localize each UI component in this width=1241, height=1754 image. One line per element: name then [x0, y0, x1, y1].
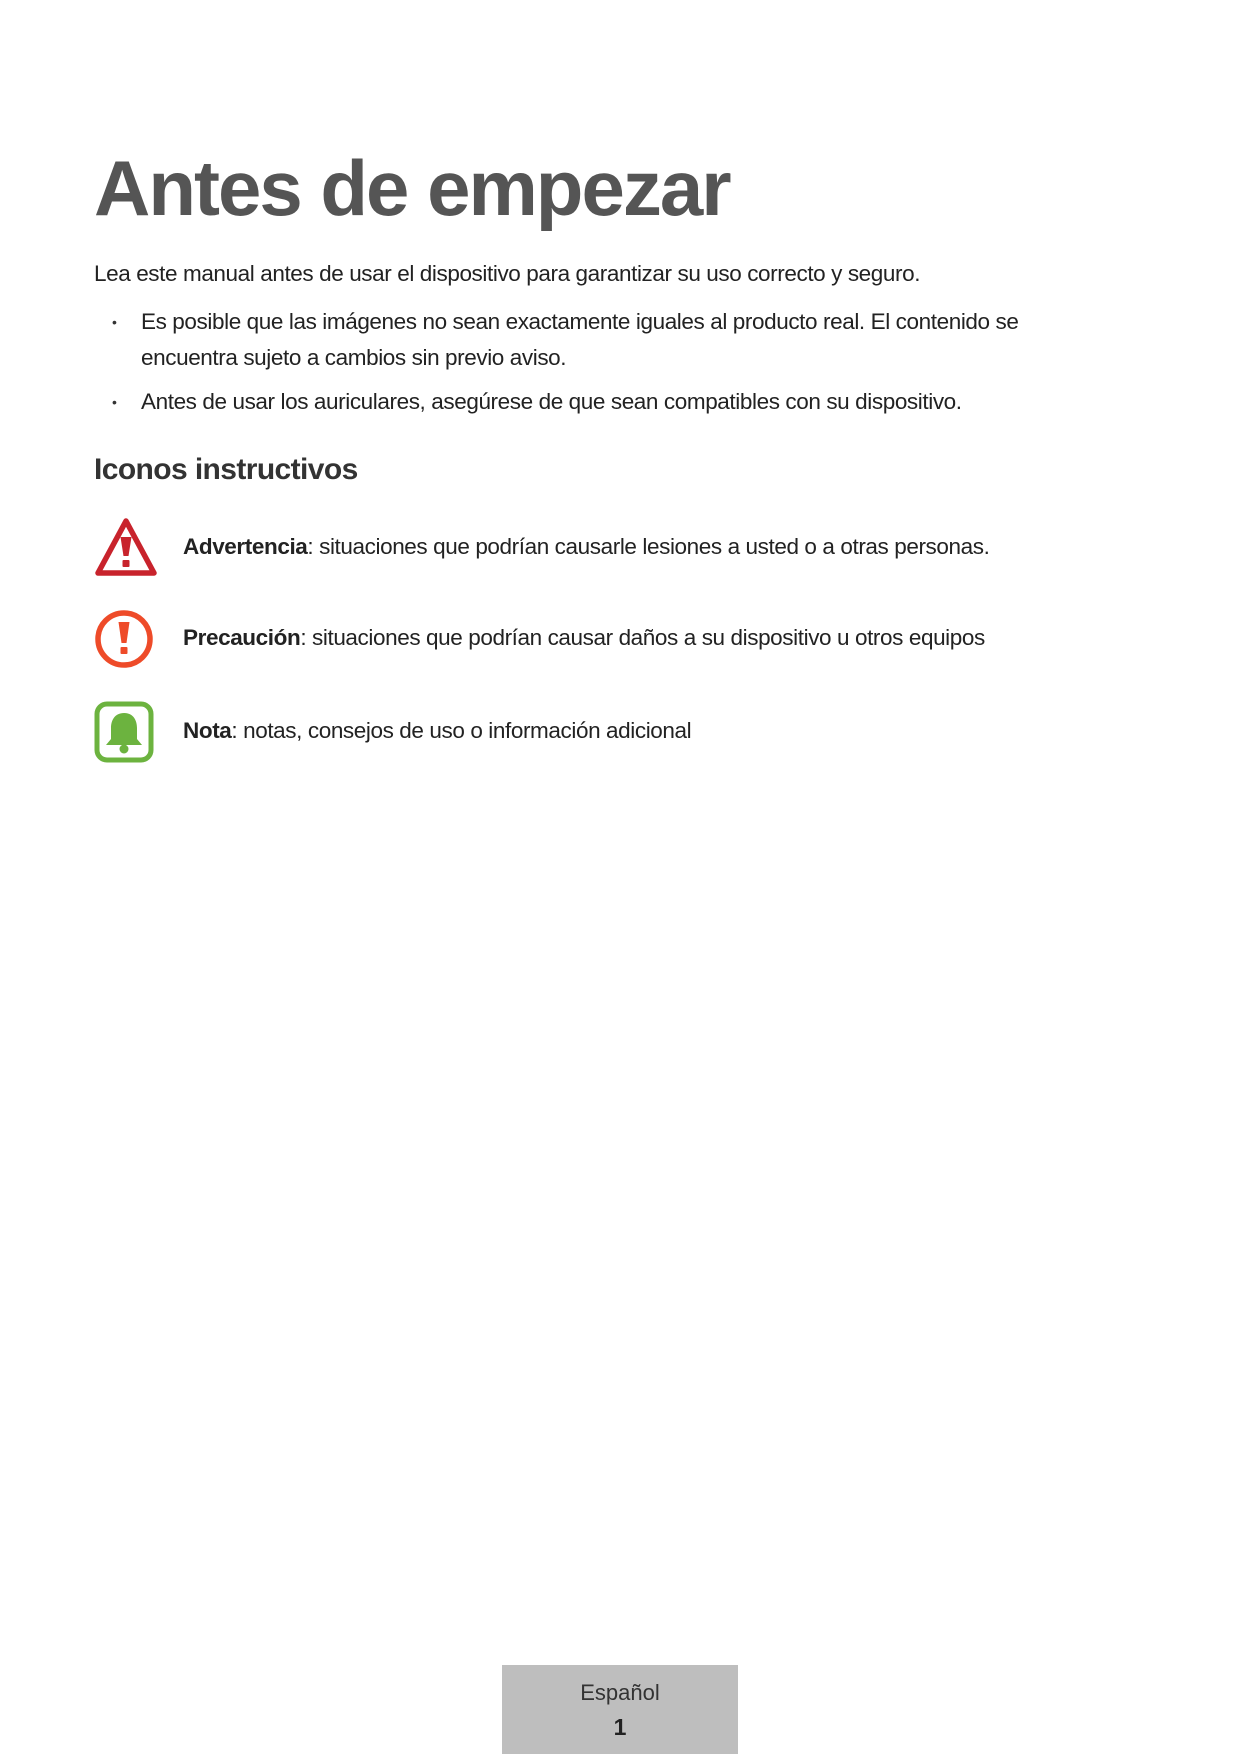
bullet-list [94, 304, 1114, 428]
note-term: Nota [183, 718, 232, 743]
warning-term: Advertencia [183, 534, 308, 559]
note-bell-icon [94, 701, 158, 765]
caution-exclamation-icon [94, 607, 158, 671]
caution-text: : situaciones que podrían causar daños a su dispositivo u otros equipos [300, 625, 985, 650]
bullet-item [94, 304, 1114, 376]
page-number: 1 [613, 1714, 627, 1740]
note-text: : notas, consejos de uso o información adicional [231, 718, 692, 743]
bullet-text: Es posible que las imágenes no sean exactamente iguales al producto real. El contenido se encuentra sujeto a cambios sin previo aviso. [141, 309, 1019, 370]
bullet-marker: • [112, 314, 117, 330]
note-description [183, 715, 691, 747]
caution-term: Precaución [183, 625, 301, 650]
bullet-text: Antes de usar los auriculares, asegúrese de que sean compatibles con su dispositivo. [141, 389, 962, 414]
caution-row [94, 607, 1134, 671]
warning-row [94, 516, 1134, 580]
caution-description [183, 622, 985, 654]
warning-triangle-icon [94, 516, 158, 580]
section-title: Iconos instructivos [94, 453, 358, 486]
warning-text: : situaciones que podrían causarle lesiones a usted o a otras personas. [307, 534, 990, 559]
bullet-marker: • [112, 394, 117, 410]
bullet-item [94, 384, 1114, 420]
page-title: Antes de empezar [94, 144, 730, 232]
intro-paragraph: Lea este manual antes de usar el dispositivo para garantizar su uso correcto y seguro. [94, 261, 921, 286]
page-footer [502, 1665, 738, 1754]
note-row [94, 701, 1134, 765]
warning-description [183, 531, 989, 563]
footer-language: Español [580, 1680, 660, 1705]
